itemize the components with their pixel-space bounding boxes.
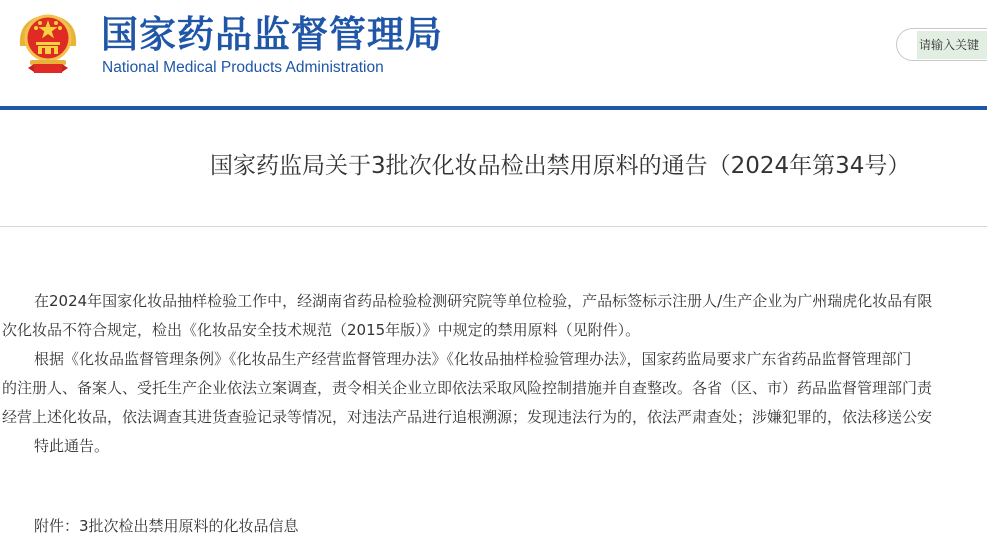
site-title[interactable]: 国家药品监督管理局	[101, 13, 443, 56]
attachment-link[interactable]: 附件：3批次检出禁用原料的化妆品信息	[34, 517, 299, 535]
search-box[interactable]	[896, 28, 987, 61]
site-header	[0, 0, 987, 104]
site-subtitle: National Medical Products Administration	[102, 59, 384, 76]
paragraph-line: 的注册人、备案人、受托生产企业依法立案调查，责令相关企业立即依法采取风险控制措施并自查整改。各省（区、市）药品监督管理部门责	[2, 379, 933, 397]
closing-line: 特此通告。	[34, 437, 110, 455]
national-emblem-icon[interactable]	[14, 6, 82, 76]
title-divider	[0, 226, 987, 227]
search-input[interactable]	[917, 31, 987, 59]
article-title: 国家药监局关于3批次化妆品检出禁用原料的通告（2024年第34号）	[210, 153, 911, 179]
paragraph-line: 在2024年国家化妆品抽样检验工作中，经湖南省药品检验检测研究院等单位检验，产品标签标示注册人/生产企业为广州瑞虎化妆品有限	[34, 292, 933, 310]
paragraph-line: 根据《化妆品监督管理条例》《化妆品生产经营监督管理办法》《化妆品抽样检验管理办法》，国家药监局要求广东省药品监督管理部门	[34, 350, 912, 368]
header-divider	[0, 106, 987, 110]
article-body	[0, 287, 987, 461]
paragraph-line: 次化妆品不符合规定，检出《化妆品安全技术规范（2015年版）》中规定的禁用原料（见附件）。	[2, 321, 641, 339]
paragraph-line: 经营上述化妆品，依法调查其进货查验记录等情况，对违法产品进行追根溯源；发现违法行为的，依法严肃查处；涉嫌犯罪的，依法移送公安	[2, 408, 933, 426]
